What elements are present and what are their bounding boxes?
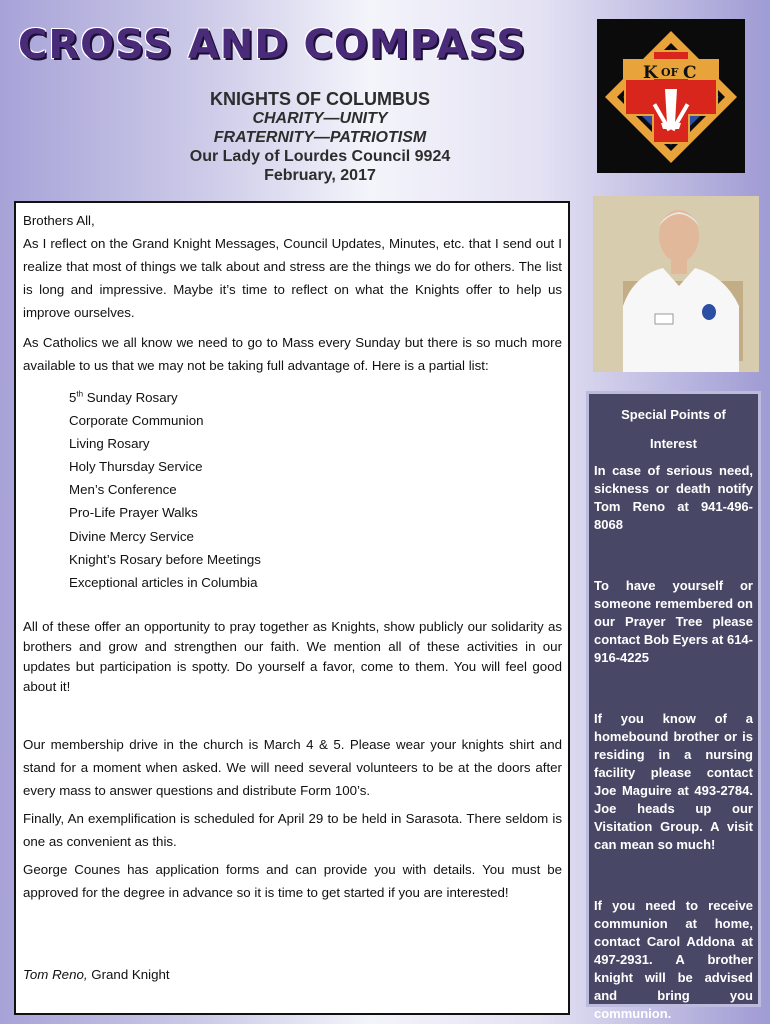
list-item: Holy Thursday Service <box>69 459 203 475</box>
signature-line <box>23 963 170 986</box>
list-item: 5th Sunday Rosary <box>69 389 178 405</box>
sidebar-item-homebound: If you know of a homebound brother or is residing in a nursing facility please contact Joe Maguire at 493-2784. Joe heads up our Visitation Group. A visit can mean so much! <box>594 711 753 852</box>
emblem-letter-c: C <box>683 63 697 83</box>
sidebar-item-prayer-tree: To have yourself or someone remembered on our Prayer Tree please contact Bob Eyers at 614-916-4225 <box>594 578 753 665</box>
signature-name: Tom Reno, <box>23 967 88 982</box>
list-item: Living Rosary <box>69 436 150 452</box>
list-item: Men’s Conference <box>69 482 177 498</box>
offerings-list <box>69 386 562 594</box>
list-item: Corporate Communion <box>69 413 204 429</box>
council-name: Our Lady of Lourdes Council 9924 <box>189 148 451 165</box>
letter-paragraph-1: As I reflect on the Grand Knight Messages, Council Updates, Minutes, etc. that I send out I realize that most of things we talk about and stress are the things we do for others. The list is long and impressive. Maybe it’s time to reflect on what the Knights offer to help us improve ourselves. <box>23 236 562 320</box>
sidebar-heading-2: Interest <box>650 436 697 451</box>
list-item: Exceptional articles in Columbia <box>69 574 258 590</box>
signature-title: Grand Knight <box>87 967 170 982</box>
kofc-emblem-logo <box>597 19 745 173</box>
letter-paragraph-3: All of these offer an opportunity to pray together as Knights, show publicly our solidarity as brothers and grow and strengthen our faith. We mention all of these activities in our updates but participation is spotty. Do yourself a favor, come to them. You will feel good about it! <box>23 618 562 694</box>
grand-knight-portrait <box>593 196 759 372</box>
motto-line-1: CHARITY—UNITY <box>252 110 388 127</box>
list-item: Knight’s Rosary before Meetings <box>69 551 261 567</box>
org-name: KNIGHTS OF COLUMBUS <box>210 89 430 109</box>
letter-paragraph-5: Finally, An exemplification is scheduled for April 29 to be held in Sarasota. There seldom is one as convenient as this. <box>23 810 562 849</box>
kofc-emblem-icon <box>597 19 745 173</box>
sidebar-item-communion: If you need to receive communion at home, contact Carol Addona at 497-2931. A brother knight will be advised and bring you communion. <box>594 898 753 1021</box>
list-item: Pro-Life Prayer Walks <box>69 505 198 521</box>
issue-date: February, 2017 <box>264 167 376 184</box>
emblem-letter-of: OF <box>661 66 679 79</box>
list-item: Divine Mercy Service <box>69 528 194 544</box>
sidebar-heading-1: Special Points of <box>621 407 726 422</box>
header-block <box>120 90 520 185</box>
letter-paragraph-6: George Counes has application forms and can provide you with details. You must be approved for the degree in advance so it is time to get started if you are interested! <box>23 861 562 900</box>
emblem-letter-k: K <box>643 63 658 83</box>
letter-salutation: Brothers All, <box>23 213 95 228</box>
masthead-title: CROSS AND COMPASS <box>18 22 527 68</box>
letter-paragraph-4: Our membership drive in the church is March 4 & 5. Please wear your knights shirt and stand for a moment when asked. We will need several volunteers to be at the doors after every mass to answer questions and distribute Form 100’s. <box>23 736 562 798</box>
letter-body <box>14 201 570 1015</box>
special-points-sidebar <box>589 394 758 1021</box>
motto-line-2: FRATERNITY—PATRIOTISM <box>213 129 427 146</box>
sidebar-item-serious-need: In case of serious need, sickness or death notify Tom Reno at 941-496-8068 <box>594 463 753 532</box>
letter-paragraph-2: As Catholics we all know we need to go to Mass every Sunday but there is so much more available to us that we may not be taking full advantage of. Here is a partial list: <box>23 335 562 373</box>
